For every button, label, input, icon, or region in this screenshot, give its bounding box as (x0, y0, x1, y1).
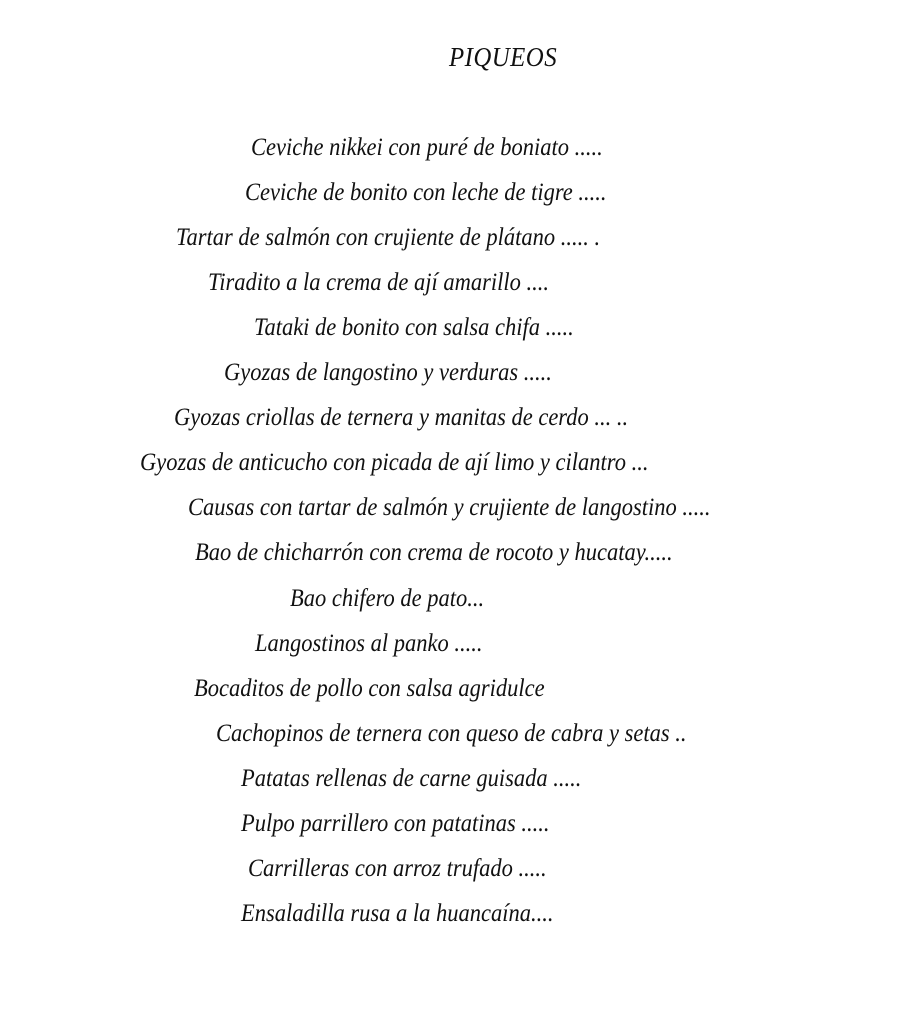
menu-item: Cachopinos de ternera con queso de cabra y setas .. (216, 720, 687, 747)
menu-item: Ceviche de bonito con leche de tigre ..... (245, 179, 607, 206)
menu-item: Ceviche nikkei con puré de boniato ..... (251, 134, 603, 161)
menu-item: Bao de chicharrón con crema de rocoto y hucatay..... (195, 539, 673, 566)
menu-item: Langostinos al panko ..... (255, 630, 483, 657)
menu-item: Causas con tartar de salmón y crujiente de langostino ..... (188, 494, 711, 521)
menu-item: Tataki de bonito con salsa chifa ..... (254, 314, 574, 341)
menu-item: Carrilleras con arroz trufado ..... (248, 855, 547, 882)
menu-item: Tiradito a la crema de ají amarillo .... (208, 269, 550, 296)
menu-item: Gyozas criollas de ternera y manitas de cerdo ... .. (174, 404, 629, 431)
menu-item: Patatas rellenas de carne guisada ..... (241, 765, 582, 792)
menu-item: Tartar de salmón con crujiente de plátano ..... . (176, 224, 601, 251)
menu-item: Ensaladilla rusa a la huancaína.... (241, 900, 554, 927)
menu-item: Bao chifero de pato... (290, 585, 485, 612)
menu-item: Pulpo parrillero con patatinas ..... (241, 810, 550, 837)
menu-item: Gyozas de anticucho con picada de ají limo y cilantro ... (140, 449, 649, 476)
menu-item: Bocaditos de pollo con salsa agridulce (194, 675, 545, 702)
menu-item: Gyozas de langostino y verduras ..... (224, 359, 552, 386)
menu-title: PIQUEOS (449, 42, 558, 72)
